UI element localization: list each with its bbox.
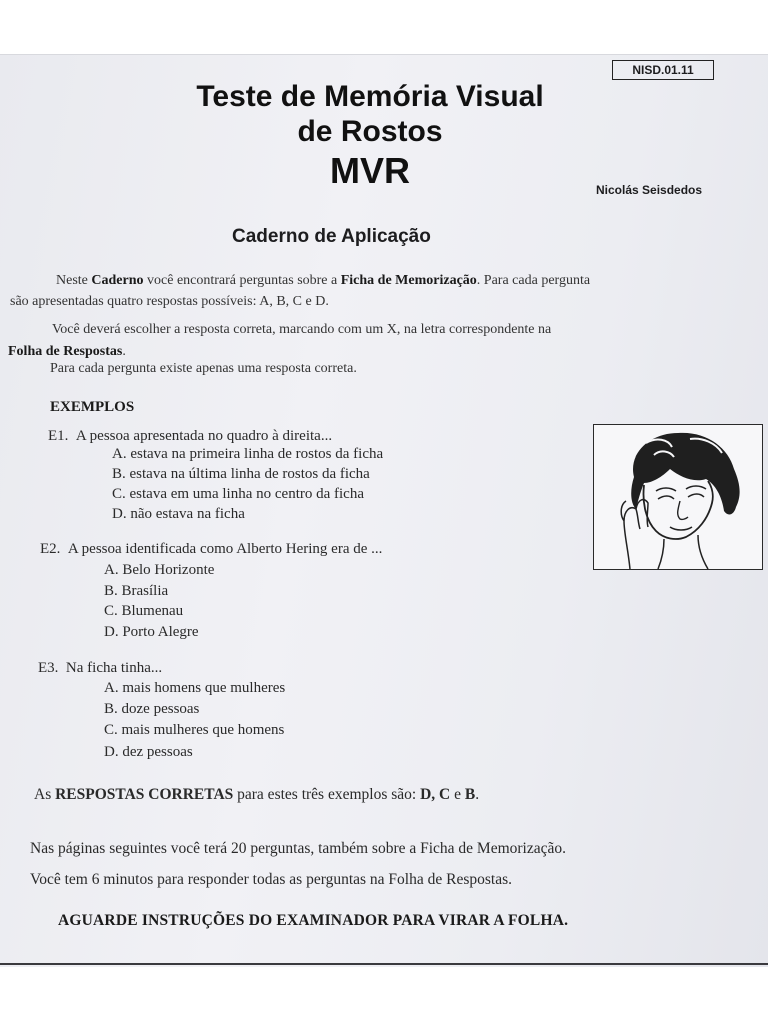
title-line-1: Teste de Memória Visual bbox=[196, 80, 544, 113]
document-subtitle: Caderno de Aplicação bbox=[232, 226, 431, 247]
closing-line-1: Nas páginas seguintes você terá 20 perguntas, também sobre a Ficha de Memorização. bbox=[30, 840, 567, 857]
examples-heading: EXEMPLOS bbox=[50, 399, 135, 415]
intro-paragraph-1-line-1: Neste Caderno você encontrará perguntas sobre a Ficha de Memorização. Para cada pergunta bbox=[56, 273, 591, 288]
example-1-question: E1. A pessoa apresentada no quadro à direita... bbox=[48, 428, 333, 444]
example-3-option-b: B. doze pessoas bbox=[104, 701, 200, 717]
example-2-option-d: D. Porto Alegre bbox=[104, 624, 199, 640]
title-line-3: MVR bbox=[330, 150, 410, 191]
example-1-option-b: B. estava na última linha de rostos da ficha bbox=[112, 466, 370, 482]
example-2-option-c: C. Blumenau bbox=[104, 603, 184, 619]
example-1-option-c: C. estava em uma linha no centro da ficha bbox=[112, 486, 364, 502]
final-instruction: AGUARDE INSTRUÇÕES DO EXAMINADOR PARA VIRAR A FOLHA. bbox=[58, 912, 569, 929]
correct-answers-line: As RESPOSTAS CORRETAS para estes três exemplos são: D, C e B. bbox=[34, 786, 480, 803]
intro-paragraph-3: Para cada pergunta existe apenas uma resposta correta. bbox=[50, 361, 357, 376]
example-1-option-d: D. não estava na ficha bbox=[112, 506, 245, 522]
example-1-option-a: A. estava na primeira linha de rostos da ficha bbox=[112, 446, 384, 462]
example-3-question: E3. Na ficha tinha... bbox=[38, 660, 163, 676]
face-illustration-frame bbox=[593, 424, 763, 570]
example-3-option-c: C. mais mulheres que homens bbox=[104, 722, 285, 738]
example-2-option-a: A. Belo Horizonte bbox=[104, 562, 215, 578]
title-line-2: de Rostos bbox=[297, 115, 443, 148]
intro-paragraph-2-line-2: Folha de Respostas. bbox=[8, 344, 126, 359]
top-margin bbox=[0, 0, 768, 54]
example-2-option-b: B. Brasília bbox=[104, 583, 169, 599]
example-3-option-d: D. dez pessoas bbox=[104, 744, 193, 760]
intro-paragraph-1-line-2: são apresentadas quatro respostas possíveis: A, B, C e D. bbox=[10, 294, 329, 309]
bottom-border bbox=[0, 963, 768, 965]
author-name: Nicolás Seisdedos bbox=[596, 183, 703, 197]
woman-face-illustration bbox=[594, 425, 762, 569]
document-code-badge: NISD.01.11 bbox=[612, 60, 714, 80]
intro-paragraph-2-line-1: Você deverá escolher a resposta correta, marcando com um X, na letra correspondente na bbox=[52, 322, 552, 337]
closing-line-2: Você tem 6 minutos para responder todas as perguntas na Folha de Respostas. bbox=[30, 871, 512, 888]
example-3-option-a: A. mais homens que mulheres bbox=[104, 680, 286, 696]
example-2-question: E2. A pessoa identificada como Alberto Hering era de ... bbox=[40, 541, 383, 557]
